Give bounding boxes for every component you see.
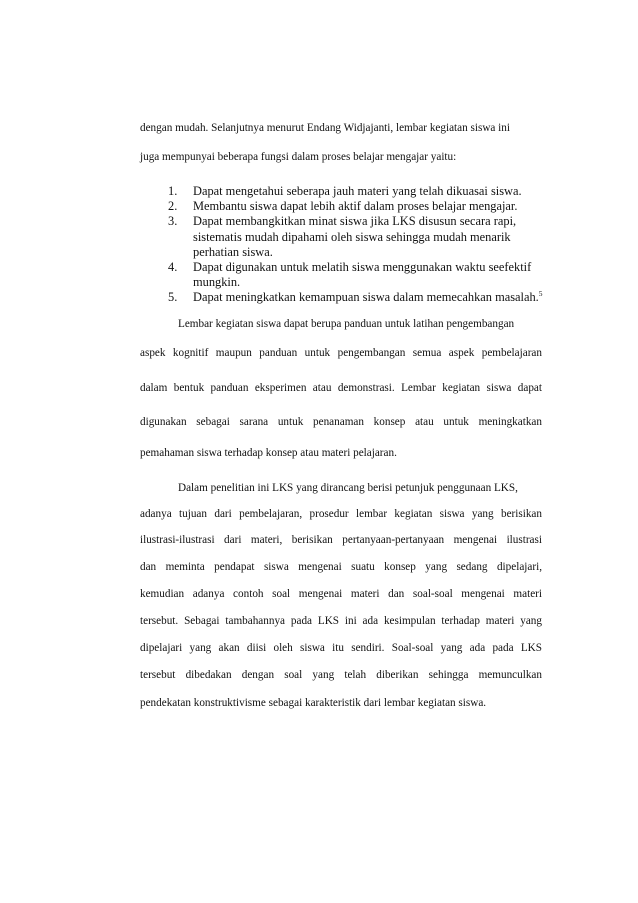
paragraph-1-line-3: dalam bentuk panduan eksperimen atau demonstrasi. Lembar kegiatan siswa dapat	[140, 382, 542, 394]
footnote-marker: 5	[538, 289, 543, 299]
list-item-number: 2.	[168, 199, 178, 214]
intro-line-2: juga mempunyai beberapa fungsi dalam proses belajar mengajar yaitu:	[140, 151, 457, 163]
list-item-text: Dapat mengetahui seberapa jauh materi yang telah dikuasai siswa.	[193, 184, 522, 198]
list-item-text: Dapat meningkatkan kemampuan siswa dalam memecahkan masalah.	[193, 290, 539, 305]
list-item	[168, 260, 548, 290]
list-item	[168, 214, 548, 260]
list-item-number: 3.	[168, 214, 178, 229]
list-item	[168, 290, 548, 305]
paragraph-2-line-6: tersebut. Sebagai tambahannya pada LKS ini ada kesimpulan terhadap materi yang	[140, 615, 542, 627]
paragraph-2-line-3: ilustrasi-ilustrasi dari materi, berisikan pertanyaan-pertanyaan mengenai ilustrasi	[140, 534, 542, 546]
paragraph-2-line-2: adanya tujuan dari pembelajaran, prosedur lembar kegiatan siswa yang berisikan	[140, 508, 542, 520]
paragraph-2-line-5: kemudian adanya contoh soal mengenai materi dan soal-soal mengenai materi	[140, 588, 542, 600]
paragraph-2-line-8: tersebut dibedakan dengan soal yang telah diberikan sehingga memunculkan	[140, 669, 542, 681]
list-item-number: 5.	[168, 290, 178, 305]
paragraph-2-line-1: Dalam penelitian ini LKS yang dirancang berisi petunjuk penggunaan LKS,	[178, 482, 518, 494]
intro-line-1: dengan mudah. Selanjutnya menurut Endang Widjajanti, lembar kegiatan siswa ini	[140, 122, 510, 134]
paragraph-2-line-9: pendekatan konstruktivisme sebagai karakteristik dari lembar kegiatan siswa.	[140, 697, 487, 709]
paragraph-1-line-4: digunakan sebagai sarana untuk penanaman konsep atau untuk meningkatkan	[140, 416, 542, 428]
list-item-number: 1.	[168, 184, 178, 198]
paragraph-1-line-5: pemahaman siswa terhadap konsep atau materi pelajaran.	[140, 447, 397, 459]
paragraph-1-line-2: aspek kognitif maupun panduan untuk pengembangan semua aspek pembelajaran	[140, 347, 542, 359]
list-item-text: Membantu siswa dapat lebih aktif dalam proses belajar mengajar.	[193, 199, 518, 214]
list-item-text: Dapat membangkitkan minat siswa jika LKS disusun secara rapi, sistematis mudah dipahami oleh siswa sehingga mudah menarik perhatian siswa.	[193, 214, 517, 259]
paragraph-2-line-7: dipelajari yang akan diisi oleh siswa itu sendiri. Soal-soal yang ada pada LKS	[140, 642, 542, 654]
paragraph-1-line-1: Lembar kegiatan siswa dapat berupa panduan untuk latihan pengembangan	[178, 318, 515, 330]
function-list	[168, 184, 548, 306]
list-item-number: 4.	[168, 260, 178, 275]
list-item	[168, 199, 548, 214]
paragraph-2-line-4: dan meminta pendapat siswa mengenai suatu konsep yang sedang dipelajari,	[140, 561, 542, 573]
list-item-text: Dapat digunakan untuk melatih siswa menggunakan waktu seefektif mungkin.	[193, 260, 532, 290]
list-item	[168, 184, 548, 199]
